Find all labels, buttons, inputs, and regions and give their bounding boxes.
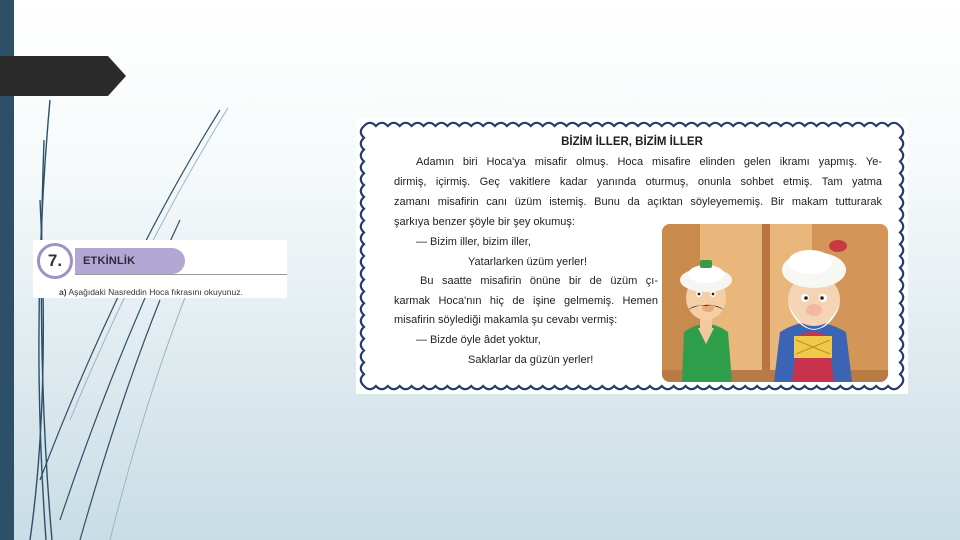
story-panel bbox=[356, 118, 908, 394]
story-line: dirmiş, içirmiş. Geç vakitlere kadar yanında oturmuş, onunla sohbet etmiş. Tam yatma bbox=[394, 176, 882, 188]
activity-label: ETKİNLİK bbox=[75, 248, 185, 274]
story-line: Saklarlar da güzün yerler! bbox=[468, 354, 594, 366]
story-title: BİZİM İLLER, BİZİM İLLER bbox=[561, 136, 703, 148]
activity-instruction bbox=[59, 287, 243, 297]
story-line: misafirin söylediği makamla şu cevabı vermiş: bbox=[394, 314, 618, 326]
activity-header-card bbox=[33, 240, 287, 298]
story-line: — Bizde öyle âdet yoktur, bbox=[416, 334, 541, 346]
activity-number-badge: 7. bbox=[37, 243, 73, 279]
activity-divider bbox=[75, 274, 287, 275]
instruction-letter: a) bbox=[59, 287, 67, 297]
story-line: Yatarlarken üzüm yerler! bbox=[468, 256, 588, 268]
story-line: Bu saatte misafirin önüne bir de üzüm çı- bbox=[420, 275, 658, 287]
instruction-text: Aşağıdaki Nasreddin Hoca fıkrasını okuyunuz. bbox=[68, 287, 243, 297]
story-line: Adamın biri Hoca'ya misafir olmuş. Hoca misafire elinden gelen ikramı yapmış. Ye- bbox=[416, 156, 882, 168]
nasreddin-hoca-illustration bbox=[662, 224, 888, 382]
story-line: zamanı misafirin canı üzüm istemiş. Bunu da açıktan söyleyememiş. Bir makam tutturarak bbox=[394, 196, 882, 208]
story-line: — Bizim iller, bizim iller, bbox=[416, 236, 531, 248]
story-line: şarkıya benzer şöyle bir şey okumuş: bbox=[394, 216, 575, 228]
story-line: karmak Hoca'nın hiç de işine gelmemiş. Hemen bbox=[394, 295, 658, 307]
